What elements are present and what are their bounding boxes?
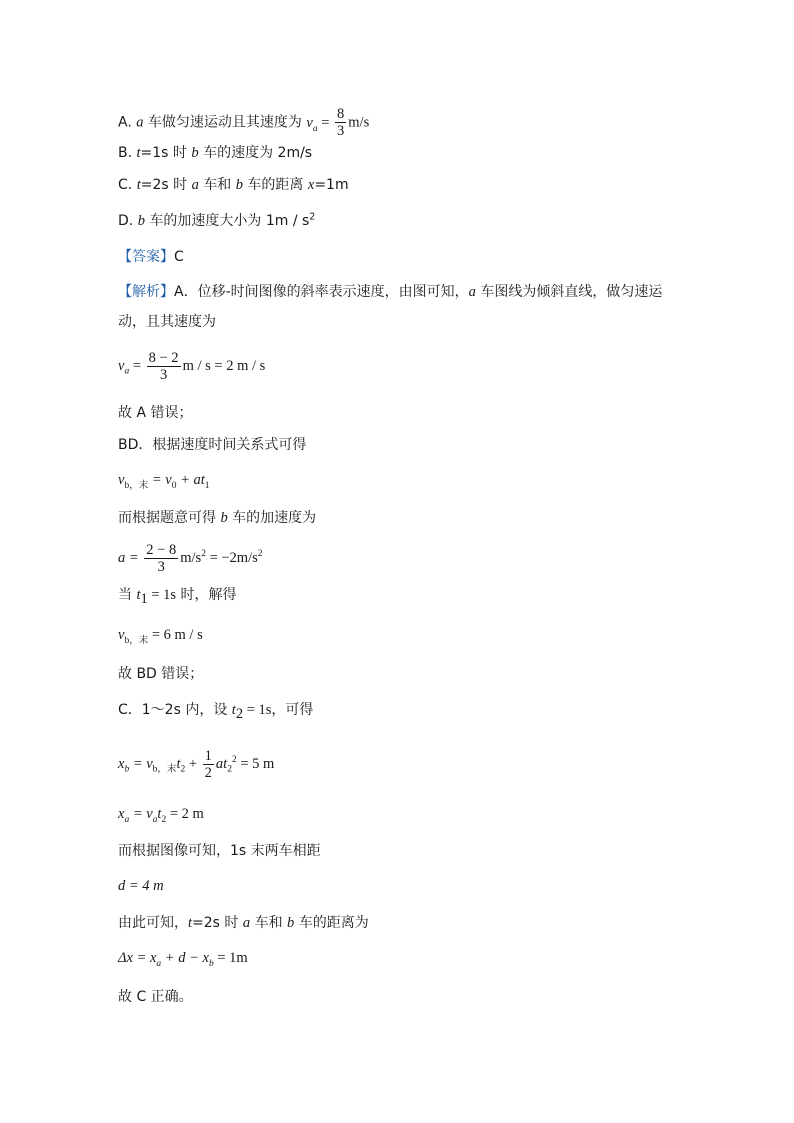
option-d: D. b 车的加速度大小为 $1m / s^2$ [118, 211, 316, 229]
equation-vb: $v_{b,末} = v_0 + at_1$ [118, 472, 210, 491]
a-wrong: 故 A 错误； [118, 405, 193, 421]
from-this: 由此可知，t=2s 时 a 车和 b 车的距离为 [118, 915, 369, 931]
c-correct: 故 C 正确。 [118, 989, 193, 1005]
analysis-line-1: 【解析】A．位移-时间图像的斜率表示速度，由图可知，a 车图线为倾斜直线，做匀速运 [118, 284, 663, 300]
c-intro: C．1～2s 内，设 $t_2 = 1s$，可得 [118, 702, 314, 722]
fraction-8-3: $\frac{8}{3}$ [337, 106, 345, 139]
equation-dx: $\Delta x = x_a + d - x_b = 1m$ [118, 950, 248, 969]
answer-line [118, 247, 184, 267]
option-c: C. t=2s 时 a 车和 b 车的距离 x=1m [118, 177, 349, 193]
answer-value: C [174, 249, 184, 265]
dist-intro: 而根据图像可知，1s 末两车相距 [118, 843, 321, 859]
equation-va: $v_a$ = $\frac{8 - 2}{3}$ m / s = 2 m / s [118, 350, 266, 383]
option-b: B. t=1s 时 b 车的速度为 2m/s [118, 145, 313, 161]
equation-xb: $x_b = v_{b,末}t_2$ + $\frac{1}{2}$ $at_2^2 = 5$ m [118, 748, 275, 781]
equation-d: d = 4 m [118, 878, 164, 894]
bd-wrong: 故 BD 错误； [118, 666, 204, 682]
analysis-line-2: 动，且其速度为 [118, 314, 216, 330]
equation-xa: $x_a = v_at_2 = 2$ m [118, 806, 204, 825]
answer-tag: 【答案】 [118, 249, 174, 265]
option-a: A. a 车做匀速运动且其速度为 $v_a$ = $\frac{8}{3}$ m/s [118, 106, 370, 139]
when-t1: 当 $t_1 = 1s$ 时，解得 [118, 587, 237, 607]
bd-intro: BD．根据速度时间关系式可得 [118, 437, 307, 453]
equation-vb2: $v_{b,末} = 6$ m / s [118, 627, 203, 646]
equation-a: a = $\frac{2 - 8}{3}$ $m/s^2 = -2m/s^2$ [118, 542, 263, 575]
b-acc-intro: 而根据题意可得 b 车的加速度为 [118, 510, 317, 526]
analysis-tag: 【解析】 [118, 284, 174, 300]
